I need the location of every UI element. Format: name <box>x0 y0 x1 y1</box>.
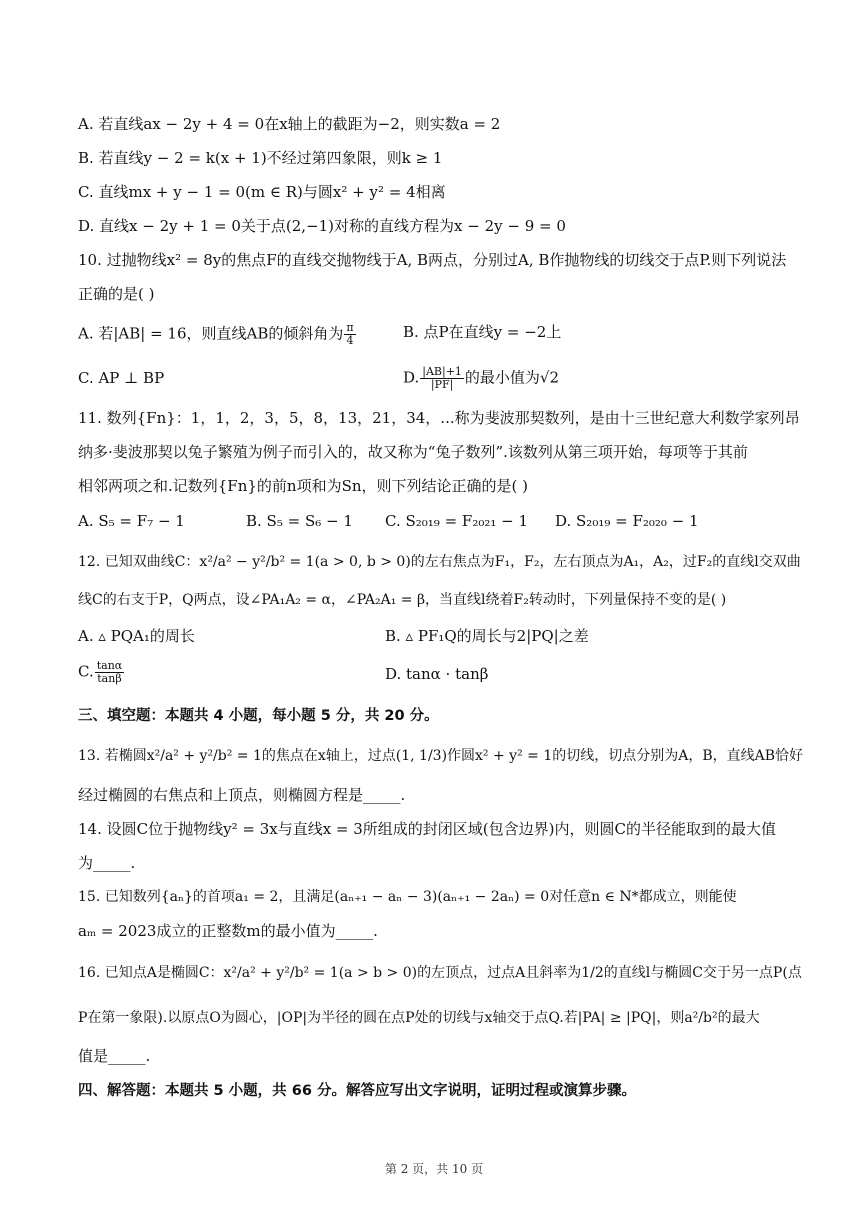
q12-line2: 线C的右支于P，Q两点，设∠PA₁A₂ = α，∠PA₂A₁ = β，当直线l绕着F₂转动时，下列量保持不变的是( ) <box>78 592 727 608</box>
q9-option-c: C. 直线mx + y − 1 = 0(m ∈ R)与圆x² + y² = 4相离 <box>78 183 446 201</box>
q9-option-a: A. 若直线ax − 2y + 4 = 0在x轴上的截距为−2，则实数a = 2 <box>78 115 501 133</box>
ab-over-pf-fraction <box>420 366 464 391</box>
fraction-denominator: 4 <box>346 334 354 347</box>
fraction-numerator: |AB|+1 <box>422 365 462 378</box>
section-3-heading: 三、填空题：本题共 4 小题，每小题 5 分，共 20 分。 <box>78 708 439 724</box>
q10-stem-line2: 正确的是( ) <box>78 285 155 303</box>
q10-option-b: B. 点P在直线y = −2上 <box>403 323 562 341</box>
q11-line3: 相邻两项之和.记数列{Fn}的前n项和为Sn，则下列结论正确的是( ) <box>78 477 528 495</box>
q13-line1: 13. 若椭圆x²/a² + y²/b² = 1的焦点在x轴上，过点(1, 1/3)作圆x² + y² = 1的切线，切点分别为A，B，直线AB恰好 <box>78 748 804 764</box>
fraction-denominator: |PF| <box>430 378 454 391</box>
fraction-denominator: tanβ <box>97 672 122 685</box>
q12-option-d: D. tanα · tanβ <box>385 665 489 683</box>
q11-option-d: D. S₂₀₁₉ = F₂₀₂₀ − 1 <box>555 512 699 530</box>
q10-stem-line1: 10. 过抛物线x² = 8y的焦点F的直线交抛物线于A, B两点，分别过A, B作抛物线的切线交于点P.则下列说法 <box>78 251 787 269</box>
q16-line2: P在第一象限).以原点O为圆心，|OP|为半径的圆在点P处的切线与x轴交于点Q.若|PA| ≥ |PQ|，则a²/b²的最大 <box>78 1010 760 1026</box>
q10-option-d-label: D. <box>403 368 420 387</box>
q15-line1: 15. 已知数列{aₙ}的首项a₁ = 2，且满足(aₙ₊₁ − aₙ − 3)(aₙ₊₁ − 2aₙ) = 0对任意n ∈ N*都成立，则能使 <box>78 889 737 905</box>
fraction-numerator: π <box>346 321 354 334</box>
section-4-heading: 四、解答题：本题共 5 小题，共 66 分。解答应写出文字说明，证明过程或演算步骤。 <box>78 1083 636 1099</box>
q12-line1: 12. 已知双曲线C：x²/a² − y²/b² = 1(a > 0, b > 0)的左右焦点为F₁，F₂，左右顶点为A₁，A₂，过F₂的直线l交双曲 <box>78 554 801 570</box>
q11-line1: 11. 数列{Fn}：1，1，2，3，5，8，13，21，34，...称为斐波那契数列，是由十三世纪意大利数学家列昂 <box>78 409 800 427</box>
q13-line2: 经过椭圆的右焦点和上顶点，则椭圆方程是_____. <box>78 786 406 804</box>
q11-option-b: B. S₅ = S₆ − 1 <box>246 512 353 530</box>
q10-option-d <box>403 366 559 391</box>
q10-option-a-text: A. 若|AB| = 16，则直线AB的倾斜角为 <box>78 324 344 343</box>
pi-over-4-fraction <box>344 322 355 347</box>
q16-line1: 16. 已知点A是椭圆C：x²/a² + y²/b² = 1(a > b > 0)的左顶点，过点A且斜率为1/2的直线l与椭圆C交于另一点P(点 <box>78 965 802 981</box>
q9-option-d: D. 直线x − 2y + 1 = 0关于点(2,−1)对称的直线方程为x − 2y − 9 = 0 <box>78 217 566 235</box>
fraction-numerator: tanα <box>96 659 123 672</box>
q12-option-c-label: C. <box>78 662 94 681</box>
page-footer: 第 2 页，共 10 页 <box>384 1162 484 1176</box>
q12-option-c <box>78 660 125 685</box>
q11-option-c: C. S₂₀₁₉ = F₂₀₂₁ − 1 <box>385 512 529 530</box>
q12-option-b: B. ▵ PF₁Q的周长与2|PQ|之差 <box>385 627 589 645</box>
q10-option-c: C. AP ⊥ BP <box>78 369 165 387</box>
q10-option-a <box>78 322 357 347</box>
q11-line2: 纳多·斐波那契以兔子繁殖为例子而引入的，故又称为“兔子数列”.该数列从第三项开始，每项等于其前 <box>78 443 748 461</box>
q10-option-d-text: 的最小值为√2 <box>464 368 560 387</box>
q9-option-b: B. 若直线y − 2 = k(x + 1)不经过第四象限，则k ≥ 1 <box>78 149 443 167</box>
q14-line2: 为_____. <box>78 854 136 872</box>
q11-option-a: A. S₅ = F₇ − 1 <box>78 512 185 530</box>
tan-ratio-fraction <box>95 660 125 685</box>
q16-line3: 值是_____. <box>78 1047 151 1065</box>
q12-option-a: A. ▵ PQA₁的周长 <box>78 627 195 645</box>
q15-line2: aₘ = 2023成立的正整数m的最小值为_____. <box>78 922 378 940</box>
q14-line1: 14. 设圆C位于抛物线y² = 3x与直线x = 3所组成的封闭区域(包含边界)内，则圆C的半径能取到的最大值 <box>78 820 776 838</box>
